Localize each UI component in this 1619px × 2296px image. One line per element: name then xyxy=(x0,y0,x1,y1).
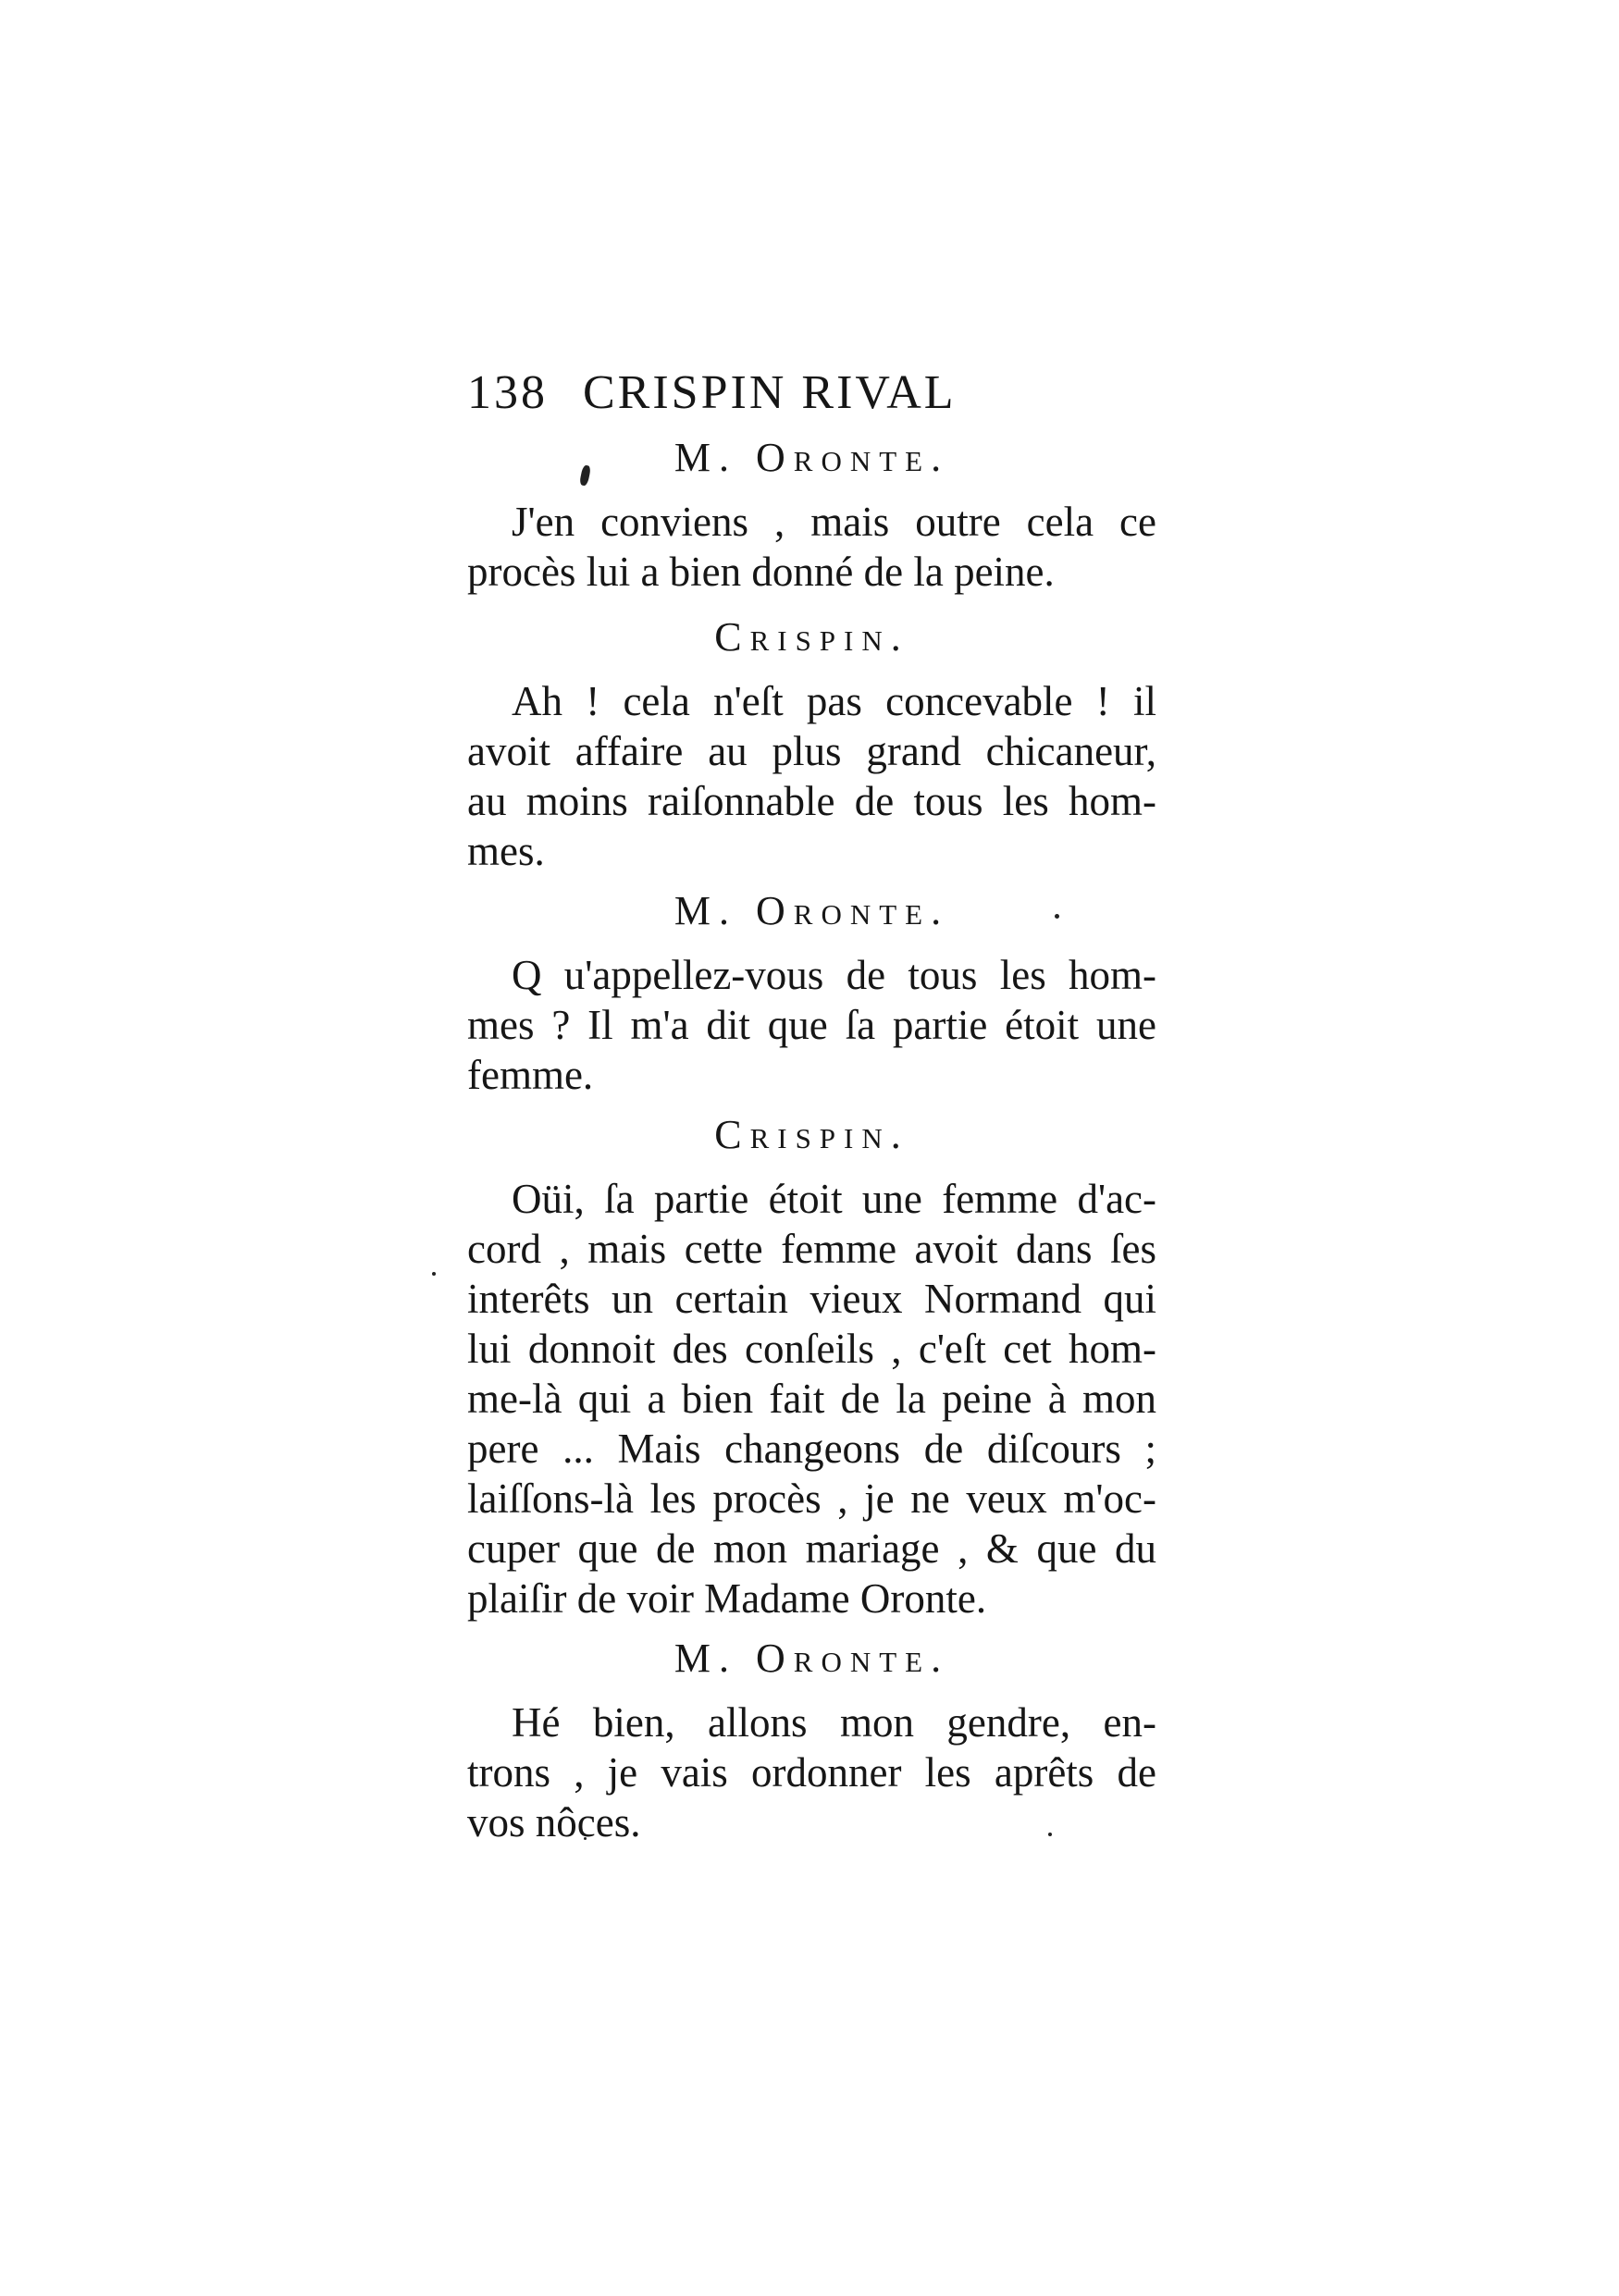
speaker-name: Crispin. xyxy=(714,1112,909,1157)
speech xyxy=(467,1697,1156,1847)
text-line: avoit affaire au plus grand chicaneur, xyxy=(467,728,1156,774)
page-text xyxy=(467,365,1156,1847)
text-line: Hé bien, allons mon gendre, en- xyxy=(512,1699,1156,1746)
speech xyxy=(467,676,1156,876)
running-head xyxy=(467,365,1156,432)
speech xyxy=(467,497,1156,597)
text-line: Ah ! cela n'eſt pas concevable ! il xyxy=(512,678,1156,724)
speaker-name: Crispin. xyxy=(714,614,909,660)
speech xyxy=(467,950,1156,1100)
text-line: interêts un certain vieux Normand qui xyxy=(467,1276,1156,1322)
text-line: me-là qui a bien fait de la peine à mon xyxy=(467,1376,1156,1422)
running-title: CRISPIN RIVAL xyxy=(583,366,957,419)
speech xyxy=(467,1174,1156,1623)
text-line: pere ... Mais changeons de diſcours ; xyxy=(467,1426,1156,1472)
speaker-name: M. Oronte. xyxy=(674,888,950,933)
text-line: laiſſons-là les procès , je ne veux m'oc- xyxy=(467,1475,1156,1522)
text-line: mes ? Il m'a dit que ſa partie étoit une xyxy=(467,1002,1156,1048)
speaker-name: M. Oronte. xyxy=(674,435,950,480)
text-line: lui donnoit des conſeils , c'eſt cet hom- xyxy=(467,1326,1156,1372)
text-line: J'en conviens , mais outre cela ce xyxy=(512,499,1156,545)
page-number: 138 xyxy=(467,366,548,419)
speaker-name: M. Oronte. xyxy=(674,1636,950,1681)
text-line: mes. xyxy=(467,828,545,874)
text-line: Q u'appellez-vous de tous les hom- xyxy=(512,952,1156,998)
text-line: au moins raiſonnable de tous les hom- xyxy=(467,778,1156,824)
text-line: plaiſir de voir Madame Oronte. xyxy=(467,1575,987,1622)
text-line: femme. xyxy=(467,1052,594,1098)
text-line: procès lui a bien donné de la peine. xyxy=(467,549,1055,595)
text-line: trons , je vais ordonner les aprêts de xyxy=(467,1749,1156,1796)
ink-speck xyxy=(432,1272,436,1276)
text-line: Oüi, ſa partie étoit une femme d'ac- xyxy=(512,1176,1156,1222)
text-line: vos nôces. xyxy=(467,1799,641,1845)
text-line: cuper que de mon mariage , & que du xyxy=(467,1525,1156,1572)
text-line: cord , mais cette femme avoit dans ſes xyxy=(467,1226,1156,1272)
